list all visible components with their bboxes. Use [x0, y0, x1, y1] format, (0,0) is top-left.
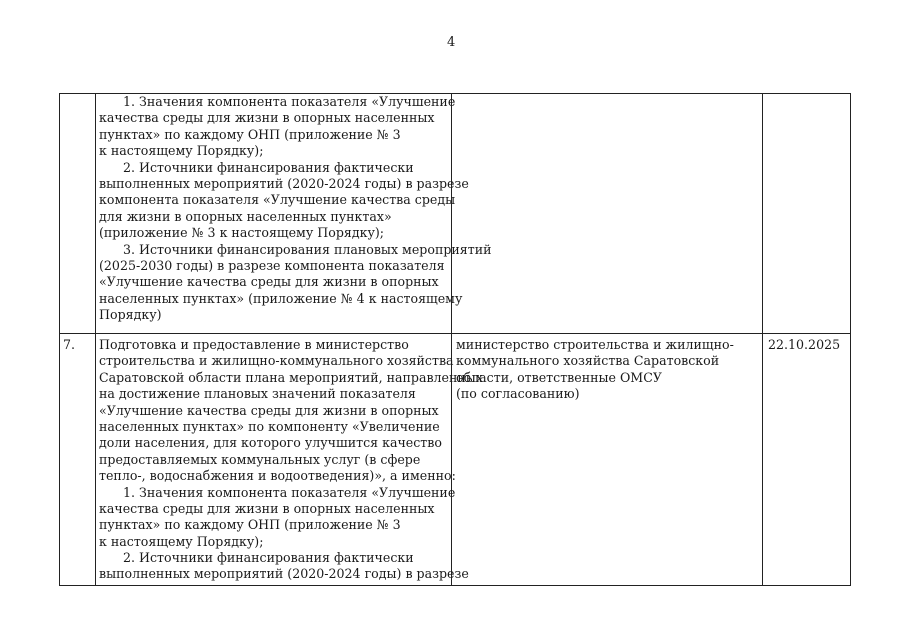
table-border — [850, 93, 851, 585]
table-border — [95, 93, 96, 585]
text-line: коммунального хозяйства Саратовской — [456, 353, 720, 369]
text-line: качества среды для жизни в опорных населенных — [99, 500, 435, 516]
text-line: (2025-2030 годы) в разрезе компонента показателя — [99, 257, 445, 273]
text-line: предоставляемых коммунальных услуг (в сфере — [99, 451, 421, 467]
table-cell-deadline: 22.10.2025 — [768, 337, 841, 352]
table-cell-activity — [99, 337, 483, 583]
text-line: «Улучшение качества среды для жизни в опорных — [99, 274, 439, 290]
text-line: населенных пунктах» по компоненту «Увеличение — [99, 418, 440, 434]
text-line: области, ответственные ОМСУ — [456, 369, 662, 385]
text-line: Подготовка и предоставление в министерство — [99, 337, 409, 352]
text-line: качества среды для жизни в опорных населенных — [99, 110, 435, 126]
table-cell-responsible — [456, 337, 734, 403]
text-line: 3. Источники финансирования плановых мероприятий — [123, 241, 492, 257]
text-line: доли населения, для которого улучшится качество — [99, 435, 442, 451]
text-line: для жизни в опорных населенных пунктах» — [99, 208, 392, 224]
text-line: выполненных мероприятий (2020-2024 годы) в разрезе — [99, 175, 469, 191]
table-border — [59, 585, 851, 586]
text-line: Порядку) — [99, 307, 162, 323]
text-line: строительства и жилищно-коммунального хозяйства — [99, 353, 454, 369]
text-line: к настоящему Порядку); — [99, 533, 264, 549]
text-line: «Улучшение качества среды для жизни в опорных — [99, 402, 439, 418]
table-cell-row-number: 7. — [63, 337, 76, 352]
text-line: пунктах» по каждому ОНП (приложение № 3 — [99, 126, 401, 142]
text-line: министерство строительства и жилищно- — [456, 337, 734, 352]
text-line: Саратовской области плана мероприятий, направленных — [99, 369, 483, 385]
text-line: (приложение № 3 к настоящему Порядку); — [99, 225, 385, 241]
table-cell-activity-continued — [99, 94, 492, 323]
text-line: 1. Значения компонента показателя «Улучшение — [123, 484, 456, 500]
page-number: 4 — [447, 35, 456, 50]
text-line: 1. Значения компонента показателя «Улучшение — [123, 94, 456, 109]
text-line: выполненных мероприятий (2020-2024 годы) в разрезе — [99, 566, 469, 582]
text-line: населенных пунктах» (приложение № 4 к настоящему — [99, 290, 463, 306]
text-line: 2. Источники финансирования фактически — [123, 550, 414, 566]
table-border — [59, 333, 851, 334]
text-line: 2. Источники финансирования фактически — [123, 159, 414, 175]
text-line: (по согласованию) — [456, 386, 580, 402]
text-line: компонента показателя «Улучшение качества среды — [99, 192, 456, 208]
table-border — [59, 93, 60, 585]
text-line: на достижение плановых значений показателя — [99, 386, 416, 402]
text-line: пунктах» по каждому ОНП (приложение № 3 — [99, 517, 401, 533]
table-border — [762, 93, 763, 585]
text-line: тепло-, водоснабжения и водоотведения)», а именно: — [99, 468, 456, 484]
text-line: к настоящему Порядку); — [99, 143, 264, 159]
